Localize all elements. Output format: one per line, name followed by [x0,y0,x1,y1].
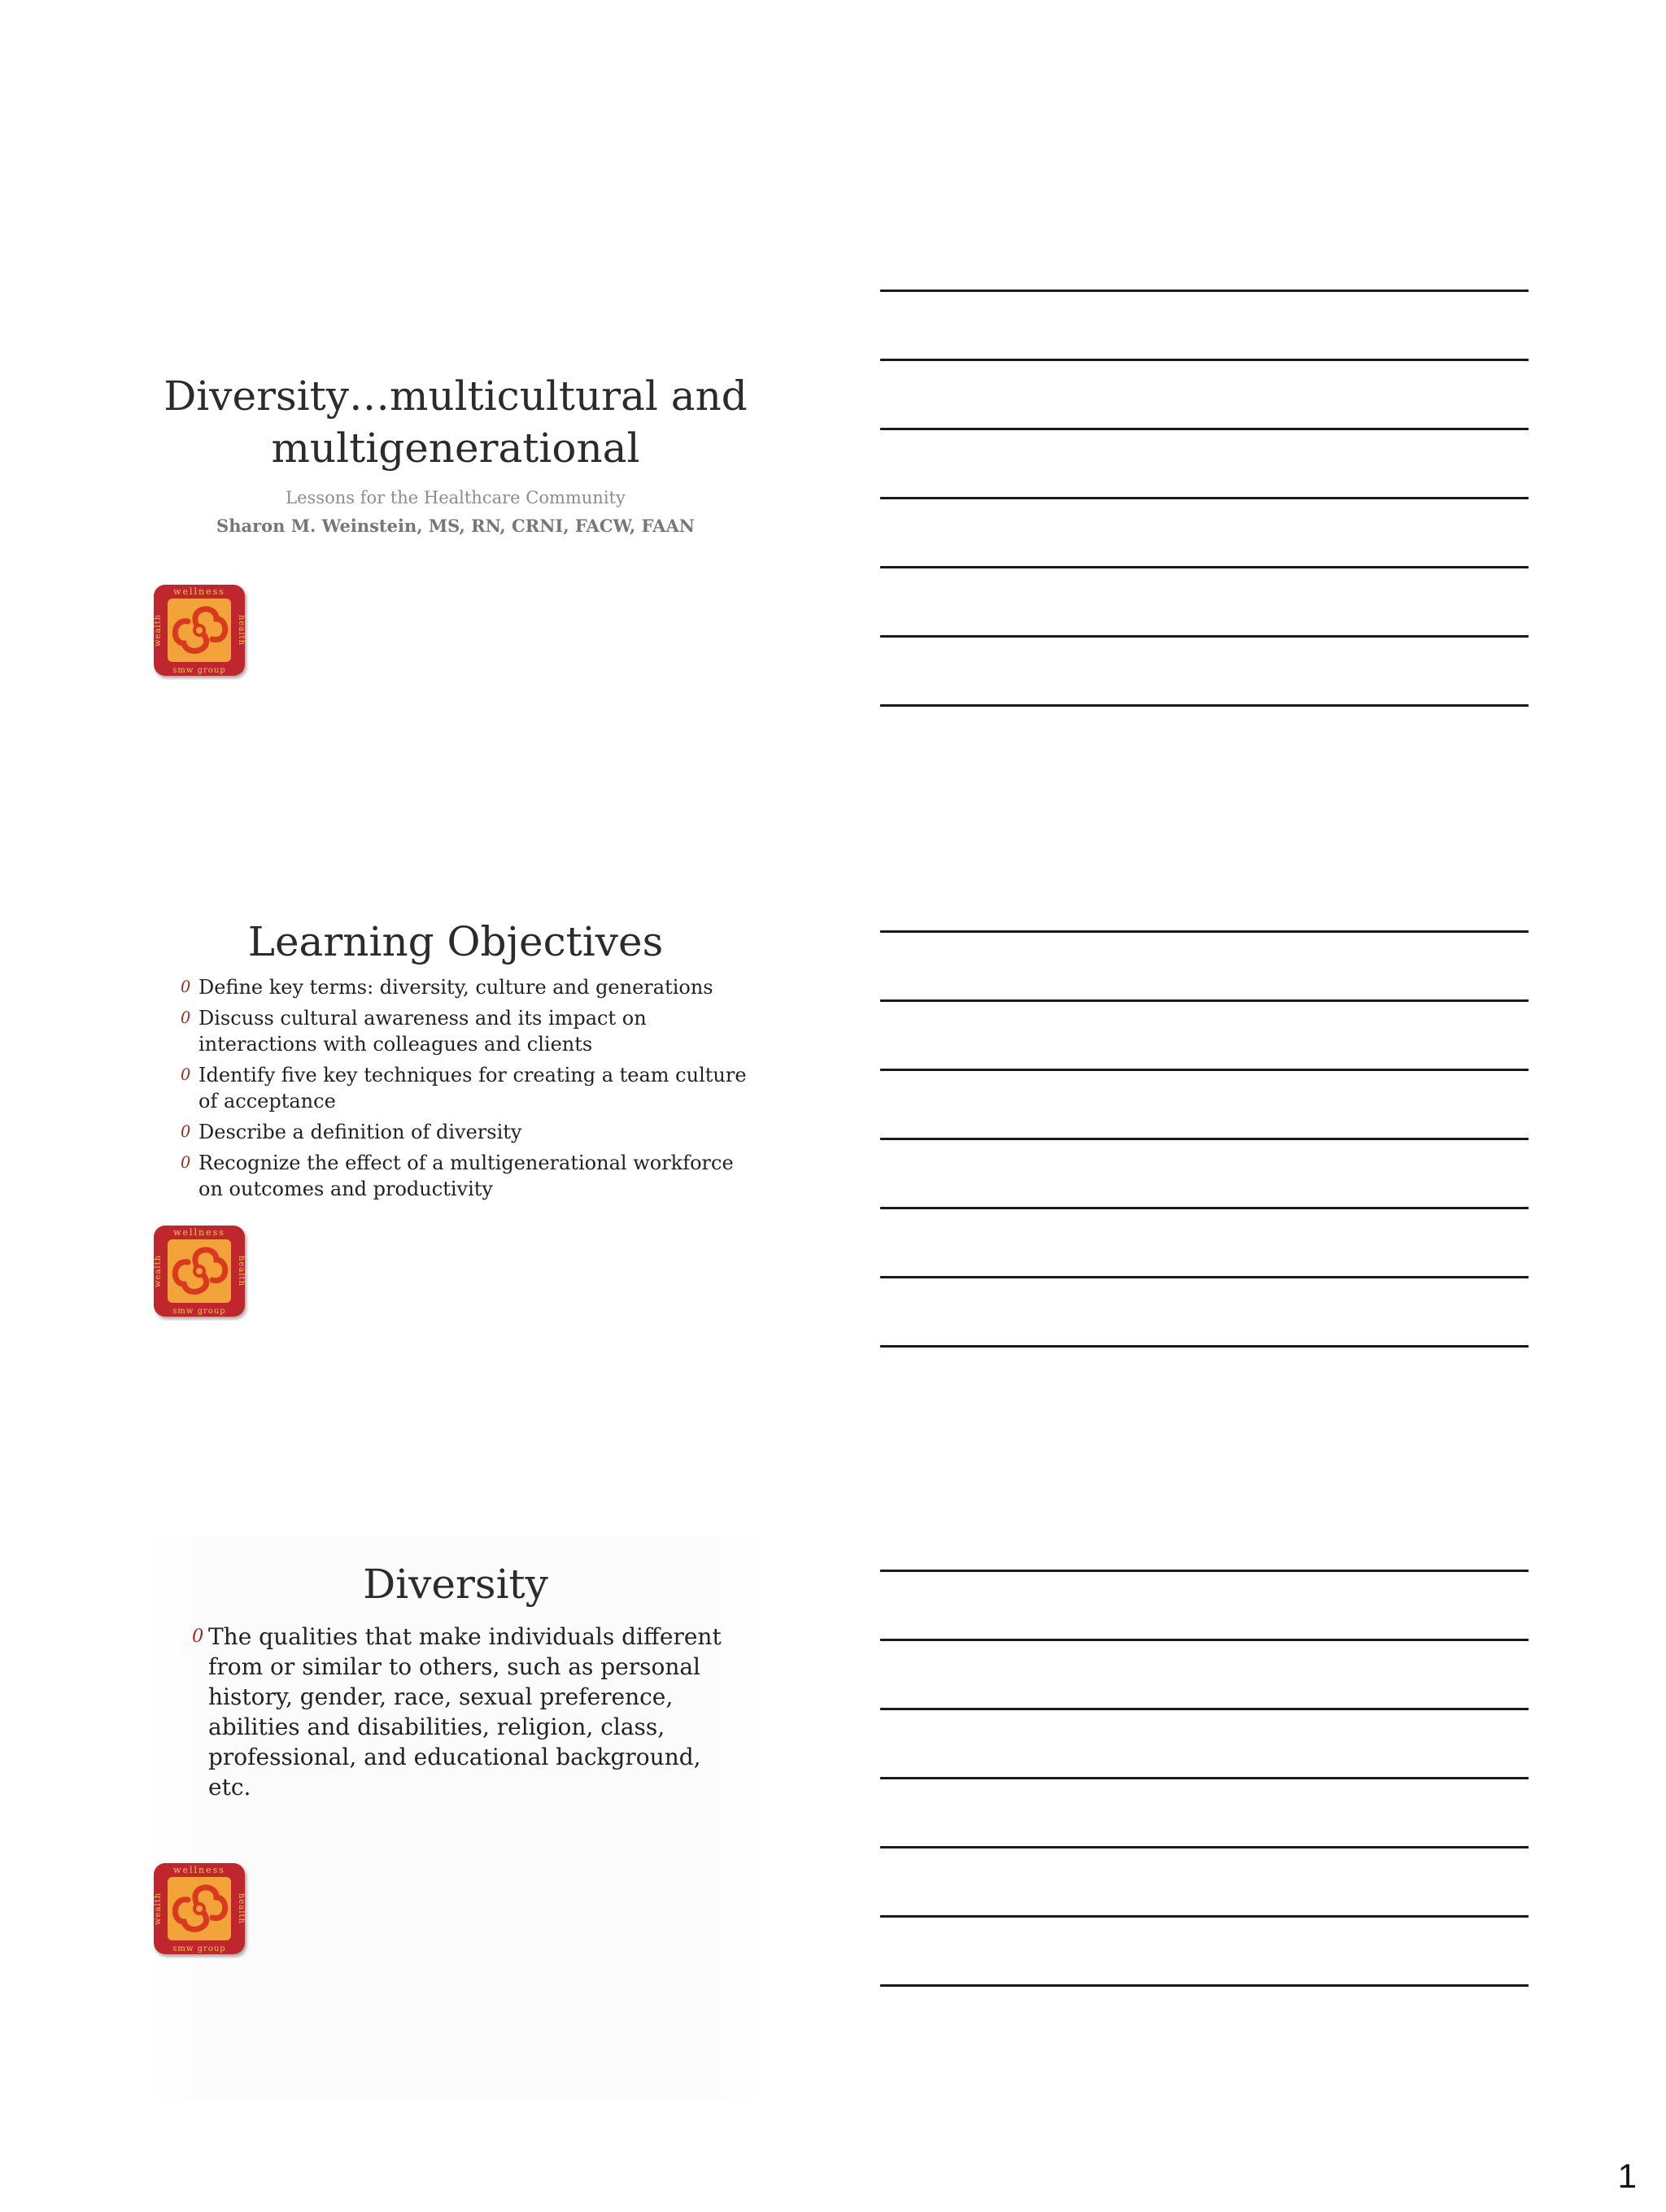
note-line [880,635,1529,638]
svg-text:wealth: wealth [154,1254,163,1288]
note-line [880,1069,1529,1071]
note-line [880,1846,1529,1848]
list-item: 0 The qualities that make individuals different from or similar to others, such as personal history, gender, race, sexual preference, abilities and disabilities, religion, class, professional, and educational background, etc. [192,1623,722,1801]
slide-1 [146,260,765,821]
slide-2-title: Learning Objectives [247,918,664,965]
bullet-marker: 0 [192,1626,204,1647]
note-line [880,566,1529,568]
bullet-marker: 0 [181,1122,191,1141]
note-line [880,1984,1529,1987]
swirl-logo-icon [151,1861,249,1958]
note-line [880,1138,1529,1140]
note-line [880,1276,1529,1278]
svg-text:health: health [237,1256,246,1287]
svg-text:wealth: wealth [154,613,163,647]
note-line [880,497,1529,499]
note-line [880,999,1529,1002]
note-line [880,1777,1529,1779]
swirl-logo-svg [151,1223,249,1321]
slide-2 [146,895,765,1456]
svg-text:smw group: smw group [172,1944,226,1953]
list-item: 0 Define key terms: diversity, culture and generations [181,976,713,999]
note-line [880,930,1529,933]
bullet-marker: 0 [181,1153,191,1172]
svg-text:health: health [237,1893,246,1924]
page-number: 1 [1617,2157,1637,2195]
swirl-logo-icon [151,1223,249,1321]
swirl-logo-svg [151,1861,249,1958]
svg-text:wellness: wellness [173,1227,225,1238]
svg-text:smw group: smw group [172,666,226,675]
list-item: 0 Recognize the effect of a multigenerational workforce on outcomes and productivity [181,1152,734,1200]
svg-text:smw group: smw group [172,1307,226,1316]
note-line [880,1570,1529,1572]
note-line [880,1207,1529,1209]
note-line [880,1345,1529,1348]
note-line [880,428,1529,430]
list-item: 0 Identify five key techniques for creating a team culture of acceptance [181,1064,747,1113]
svg-text:wellness: wellness [173,1865,225,1875]
note-line [880,359,1529,361]
svg-text:wellness: wellness [173,586,225,597]
swirl-logo-svg [151,582,249,680]
note-line [880,290,1529,292]
swirl-logo-icon [151,582,249,680]
svg-text:health: health [237,615,246,646]
slide-3-title: Diversity [363,1561,548,1608]
slide-2-bullet-list [181,974,750,1207]
note-line [880,704,1529,707]
svg-text:wealth: wealth [154,1892,163,1926]
bullet-marker: 0 [181,1008,191,1027]
slide-1-title: Diversity…multicultural and multigenerational [164,372,748,472]
list-item: 0 Discuss cultural awareness and its impact on interactions with colleagues and clients [181,1007,647,1056]
slide-1-author: Sharon M. Weinstein, MS, RN, CRNI, FACW, FAAN [216,516,695,536]
bullet-marker: 0 [181,978,191,996]
note-line [880,1915,1529,1918]
note-line [880,1708,1529,1710]
slide-3-bullet-list [192,1622,729,1802]
slide-1-subtitle: Lessons for the Healthcare Community [286,488,626,507]
bullet-marker: 0 [181,1065,191,1084]
list-item: 0 Describe a definition of diversity [181,1121,522,1143]
slide-3 [146,1537,765,2098]
note-line [880,1639,1529,1641]
